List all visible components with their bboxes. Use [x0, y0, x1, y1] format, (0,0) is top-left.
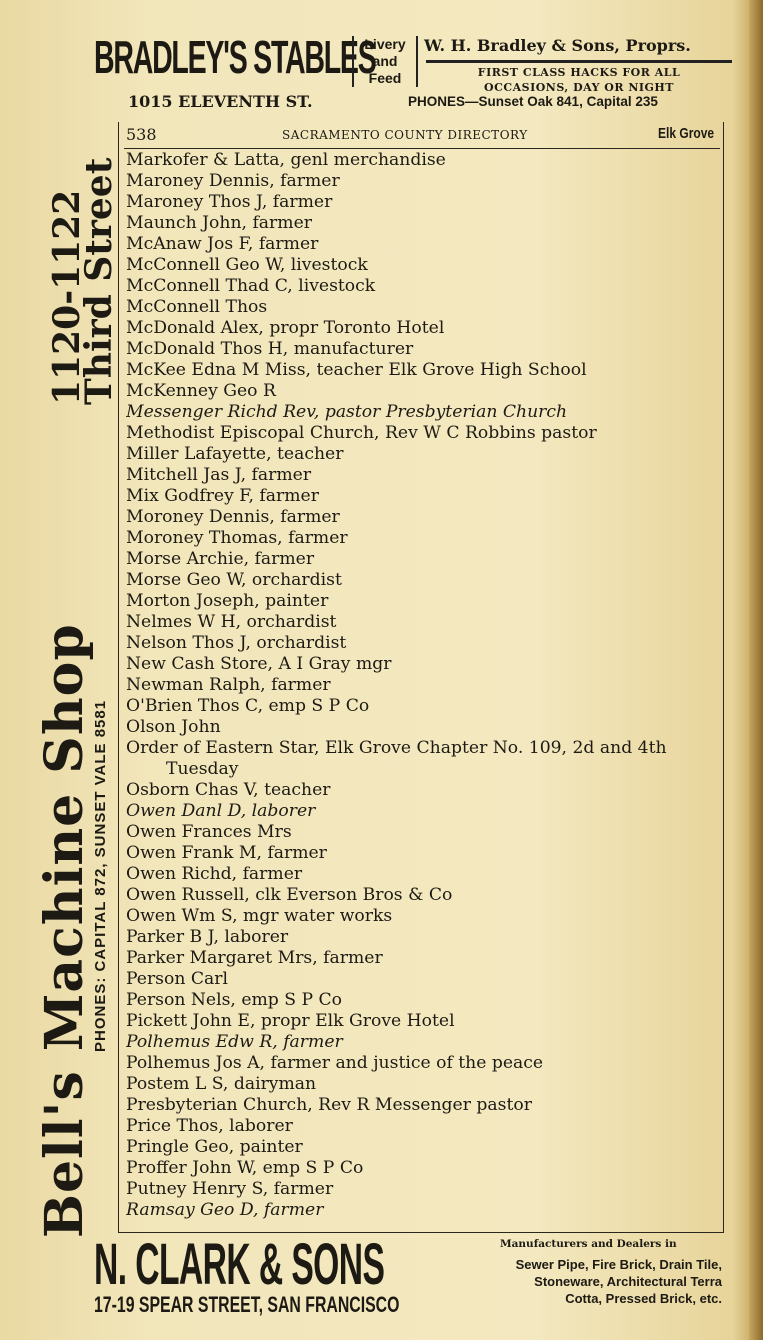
- directory-entry: McDonald Thos H, manufacturer: [126, 339, 414, 359]
- proprietors: W. H. Bradley & Sons, Proprs.: [424, 36, 691, 55]
- directory-entry: McKee Edna M Miss, teacher Elk Grove High School: [126, 360, 587, 380]
- stables-address: 1015 ELEVENTH ST.: [128, 92, 313, 111]
- directory-entry: Messenger Richd Rev, pastor Presbyterian Church: [126, 402, 568, 422]
- clark-name: N. CLARK & SONS: [94, 1232, 385, 1297]
- directory-entry-continuation: Tuesday: [166, 759, 239, 779]
- directory-entry: Mix Godfrey F, farmer: [126, 486, 319, 506]
- directory-entry: Miller Lafayette, teacher: [126, 444, 344, 464]
- directory-entry: Osborn Chas V, teacher: [126, 780, 331, 800]
- directory-entry: Morse Archie, farmer: [126, 549, 315, 569]
- directory-entry: Owen Wm S, mgr water works: [126, 906, 393, 926]
- directory-entry: Pickett John E, propr Elk Grove Hotel: [126, 1011, 455, 1031]
- directory-entry: Olson John: [126, 717, 221, 737]
- products-line: Sewer Pipe, Fire Brick, Drain Tile,: [515, 1257, 722, 1272]
- directory-entry: Person Carl: [126, 969, 228, 989]
- livery-line: Feed: [368, 70, 402, 86]
- directory-entry: Parker Margaret Mrs, farmer: [126, 948, 383, 968]
- directory-entry: Moroney Thomas, farmer: [126, 528, 348, 548]
- directory-entries: [126, 150, 722, 1221]
- machine-shop-address-number: 1120-1122: [46, 189, 88, 405]
- machine-shop-name: Bell's Machine Shop: [34, 623, 95, 1238]
- directory-entry: McKenney Geo R: [126, 381, 276, 401]
- stables-name: BRADLEY'S STABLES: [94, 31, 376, 83]
- livery-line: and: [372, 53, 398, 69]
- directory-entry: Proffer John W, emp S P Co: [126, 1158, 364, 1178]
- directory-entry: Markofer & Latta, genl merchandise: [126, 150, 446, 170]
- directory-title: SACRAMENTO COUNTY DIRECTORY: [282, 128, 528, 142]
- directory-entry: O'Brien Thos C, emp S P Co: [126, 696, 370, 716]
- town-name: Elk Grove: [657, 125, 714, 142]
- directory-entry: Polhemus Edw R, farmer: [126, 1032, 343, 1052]
- directory-entry: Presbyterian Church, Rev R Messenger pastor: [126, 1095, 532, 1115]
- directory-entry: McAnaw Jos F, farmer: [126, 234, 319, 254]
- directory-entry: Maunch John, farmer: [126, 213, 312, 233]
- directory-entry: McConnell Thad C, livestock: [126, 276, 376, 296]
- directory-entry: Newman Ralph, farmer: [126, 675, 331, 695]
- directory-entry: Price Thos, laborer: [126, 1116, 293, 1136]
- directory-entry: Owen Frances Mrs: [126, 822, 292, 842]
- directory-entry: Nelson Thos J, orchardist: [126, 633, 347, 653]
- hacks-line: FIRST CLASS HACKS FOR ALL: [477, 66, 681, 79]
- clark-address: 17-19 SPEAR STREET, SAN FRANCISCO: [94, 1292, 400, 1317]
- hacks-line: OCCASIONS, DAY OR NIGHT: [484, 81, 674, 94]
- directory-entry: Pringle Geo, painter: [126, 1137, 303, 1157]
- page-number: 538: [126, 125, 157, 144]
- directory-entry: Methodist Episcopal Church, Rev W C Robbins pastor: [126, 423, 597, 443]
- directory-entry: McConnell Geo W, livestock: [126, 255, 368, 275]
- directory-entry: New Cash Store, A I Gray mgr: [126, 654, 392, 674]
- hacks-text: [426, 60, 732, 95]
- directory-entry: Postem L S, dairyman: [126, 1074, 317, 1094]
- directory-entry: McDonald Alex, propr Toronto Hotel: [126, 318, 445, 338]
- directory-entry: Nelmes W H, orchardist: [126, 612, 337, 632]
- clark-and-sons-ad: [90, 1232, 740, 1332]
- directory-entry: Moroney Dennis, farmer: [126, 507, 340, 527]
- directory-entry: Morse Geo W, orchardist: [126, 570, 342, 590]
- livery-line: Livery: [364, 36, 406, 52]
- directory-entry: McConnell Thos: [126, 297, 268, 317]
- directory-entry: Maroney Dennis, farmer: [126, 171, 340, 191]
- products-line: Cotta, Pressed Brick, etc.: [565, 1291, 722, 1306]
- directory-entry: Polhemus Jos A, farmer and justice of the peace: [126, 1053, 544, 1073]
- livery-feed-label: [352, 36, 418, 87]
- directory-entry: Putney Henry S, farmer: [126, 1179, 334, 1199]
- directory-entry: Order of Eastern Star, Elk Grove Chapter No. 109, 2d and 4th: [126, 738, 667, 758]
- page-header: [124, 124, 720, 149]
- directory-entry: Owen Russell, clk Everson Bros & Co: [126, 885, 453, 905]
- directory-entry: Mitchell Jas J, farmer: [126, 465, 312, 485]
- directory-entry: Maroney Thos J, farmer: [126, 192, 333, 212]
- bradleys-stables-ad: [90, 30, 740, 112]
- directory-entry: Ramsay Geo D, farmer: [126, 1200, 324, 1220]
- machine-shop-address-street: Third Street: [78, 157, 120, 405]
- bells-machine-shop-ad: [0, 0, 118, 1340]
- products-line: Stoneware, Architectural Terra: [534, 1274, 722, 1289]
- stables-phones: PHONES—Sunset Oak 841, Capital 235: [408, 94, 658, 109]
- directory-entry: Owen Danl D, laborer: [126, 801, 316, 821]
- directory-entry: Parker B J, laborer: [126, 927, 289, 947]
- manufacturers-label: Manufacturers and Dealers in: [500, 1238, 677, 1250]
- directory-entry: Owen Richd, farmer: [126, 864, 303, 884]
- products-list: [446, 1256, 722, 1307]
- directory-entry: Person Nels, emp S P Co: [126, 990, 343, 1010]
- directory-entry: Morton Joseph, painter: [126, 591, 329, 611]
- machine-shop-phones: PHONES: CAPITAL 872, SUNSET VALE 8581: [92, 699, 109, 1052]
- page-edge: [749, 0, 763, 1340]
- directory-entry: Owen Frank M, farmer: [126, 843, 327, 863]
